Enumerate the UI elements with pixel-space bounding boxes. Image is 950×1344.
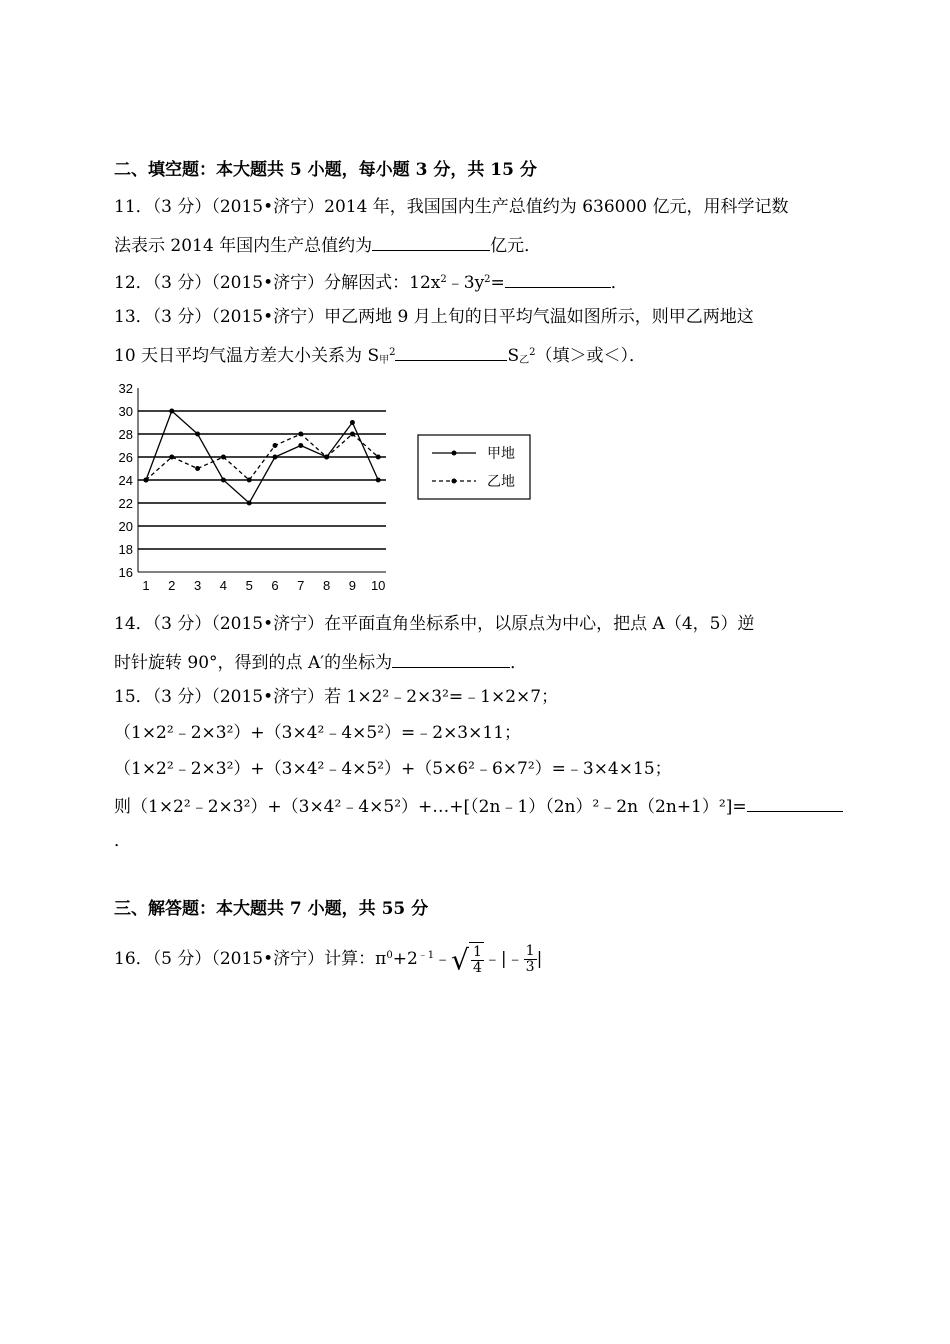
series-1-point-10 bbox=[376, 478, 381, 483]
q16-frac2-num: 1 bbox=[525, 943, 535, 959]
q15-line1: 15．（3 分）（2015•济宁）若 1×2²﹣2×3²=﹣1×2×7； bbox=[114, 687, 559, 707]
q14-line1: 14．（3 分）（2015•济宁）在平面直角坐标系中，以原点为中心，把点 A（4，5）逆 bbox=[114, 614, 755, 634]
q16-frac2 bbox=[524, 944, 537, 975]
q16-plus: +2 bbox=[392, 949, 418, 969]
chart-legend bbox=[418, 435, 530, 499]
q15-line5: ． bbox=[114, 831, 131, 851]
q12-end: ． bbox=[610, 273, 628, 293]
q14-line2-pre: 时针旋转 90°，得到的点 A′的坐标为 bbox=[114, 653, 393, 673]
series-2-point-8 bbox=[324, 455, 329, 460]
chart-yticks bbox=[119, 381, 133, 580]
legend-marker-2 bbox=[452, 479, 457, 484]
q11-line2 bbox=[114, 233, 541, 257]
xtick-label-5: 5 bbox=[245, 578, 253, 593]
xtick-label-2: 2 bbox=[168, 578, 176, 593]
xtick-label-7: 7 bbox=[297, 578, 305, 593]
q14-answer-blank[interactable] bbox=[392, 650, 510, 668]
q12-post: = bbox=[490, 273, 505, 293]
ytick-label-16: 16 bbox=[118, 565, 133, 580]
q16-pre: 16．（5 分）（2015•济宁）计算：π bbox=[114, 949, 387, 969]
xtick-label-4: 4 bbox=[219, 578, 228, 593]
q13-line2-pre: 10 天日平均气温方差大小关系为 S bbox=[114, 346, 380, 366]
q13-line1: 13．（3 分）（2015•济宁）甲乙两地 9 月上旬的日平均气温如图所示，则甲乙两地这 bbox=[114, 307, 754, 327]
q16-supm1: ﹣1 bbox=[417, 950, 435, 961]
series-2-point-10 bbox=[376, 455, 381, 460]
legend-label-1: 甲地 bbox=[487, 446, 515, 462]
ytick-label-24: 24 bbox=[118, 473, 133, 488]
q16-frac1-num: 1 bbox=[472, 944, 482, 960]
q12-mid: ﹣3y bbox=[446, 273, 485, 293]
ytick-label-30: 30 bbox=[118, 404, 133, 419]
ytick-label-18: 18 bbox=[118, 542, 133, 557]
q16-sqrt bbox=[451, 942, 484, 977]
q12 bbox=[114, 270, 628, 294]
series-1-point-4 bbox=[221, 478, 226, 483]
q12-sup1: 2 bbox=[440, 274, 447, 285]
ytick-label-32: 32 bbox=[118, 381, 133, 396]
section-3-title: 三、解答题：本大题共 7 小题，共 55 分 bbox=[114, 899, 429, 919]
series-2-point-9 bbox=[350, 432, 355, 437]
q13-sub2: 乙 bbox=[519, 355, 530, 366]
q13-sub1: 甲 bbox=[379, 355, 390, 366]
series-2-point-6 bbox=[273, 443, 278, 448]
q16-frac1 bbox=[471, 945, 484, 976]
q12-pre: 12．（3 分）（2015•济宁）分解因式：12x bbox=[114, 273, 441, 293]
q12-sup2: 2 bbox=[484, 274, 491, 285]
series-2-point-3 bbox=[195, 466, 200, 471]
series-2-point-2 bbox=[169, 455, 174, 460]
q11-answer-blank[interactable] bbox=[372, 233, 490, 251]
xtick-label-9: 9 bbox=[348, 578, 357, 593]
q15-line4 bbox=[114, 794, 843, 818]
q13-line2-post: （填＞或＜）． bbox=[535, 346, 646, 366]
q11-line2-post: 亿元． bbox=[490, 236, 542, 256]
q11-line1: 11．（3 分）（2015•济宁）2014 年，我国国内生产总值约为 636000 亿元，用科学记数 bbox=[114, 197, 789, 217]
xtick-label-6: 6 bbox=[271, 578, 279, 593]
series-2-point-5 bbox=[247, 478, 252, 483]
q16-sup0: 0 bbox=[386, 950, 393, 961]
series-2-point-1 bbox=[144, 478, 149, 483]
q13-line2 bbox=[114, 343, 646, 367]
section-2-title: 二、填空题：本大题共 5 小题，每小题 3 分，共 15 分 bbox=[114, 160, 537, 180]
q11-line2-pre: 法表示 2014 年国内生产总值约为 bbox=[114, 236, 373, 256]
q16 bbox=[114, 942, 542, 977]
series-1-point-7 bbox=[298, 443, 303, 448]
q13-sup2: 2 bbox=[529, 347, 536, 358]
q16-minus: ﹣ bbox=[434, 949, 452, 969]
q16-abs-post: | bbox=[536, 949, 543, 969]
q13-answer-blank[interactable] bbox=[395, 343, 507, 361]
q15-line2: （1×2²﹣2×3²）+（3×4²﹣4×5²）=﹣2×3×11； bbox=[114, 723, 522, 743]
legend-label-2: 乙地 bbox=[487, 474, 515, 490]
ytick-label-28: 28 bbox=[118, 427, 133, 442]
q15-answer-blank[interactable] bbox=[747, 794, 843, 812]
q16-abs-pre: ﹣|﹣ bbox=[483, 949, 524, 969]
q15-line4-pre: 则（1×2²﹣2×3²）+（3×4²﹣4×5²）+…+[（2n﹣1）（2n）²﹣2n（2n+1）²]= bbox=[114, 797, 747, 817]
q15-line3: （1×2²﹣2×3²）+（3×4²﹣4×5²）+（5×6²﹣6×7²）=﹣3×4×15； bbox=[114, 759, 672, 779]
ytick-label-22: 22 bbox=[118, 496, 133, 511]
legend-marker-1 bbox=[452, 451, 457, 456]
sqrt-icon: √ bbox=[451, 943, 469, 977]
ytick-label-20: 20 bbox=[118, 519, 133, 534]
series-1-point-6 bbox=[273, 455, 278, 460]
q14-line2 bbox=[114, 650, 527, 674]
series-1-point-5 bbox=[247, 501, 252, 506]
ytick-label-26: 26 bbox=[118, 450, 133, 465]
series-1-point-2 bbox=[169, 409, 174, 414]
xtick-label-10: 10 bbox=[370, 578, 386, 593]
xtick-label-1: 1 bbox=[142, 578, 150, 593]
series-2-point-7 bbox=[298, 432, 303, 437]
xtick-label-3: 3 bbox=[193, 578, 202, 593]
series-1-point-9 bbox=[350, 420, 355, 425]
xtick-label-8: 8 bbox=[322, 578, 331, 593]
q16-frac2-den: 3 bbox=[525, 959, 535, 975]
q16-frac1-den: 4 bbox=[472, 960, 482, 976]
q14-line2-post: ． bbox=[510, 653, 528, 673]
q13-mid: S bbox=[507, 346, 520, 366]
temperature-line-chart bbox=[104, 380, 544, 600]
chart-xticks bbox=[142, 578, 385, 593]
series-2-point-4 bbox=[221, 455, 226, 460]
q12-answer-blank[interactable] bbox=[505, 270, 611, 288]
q13-sup1: 2 bbox=[389, 347, 396, 358]
series-1-point-3 bbox=[195, 432, 200, 437]
